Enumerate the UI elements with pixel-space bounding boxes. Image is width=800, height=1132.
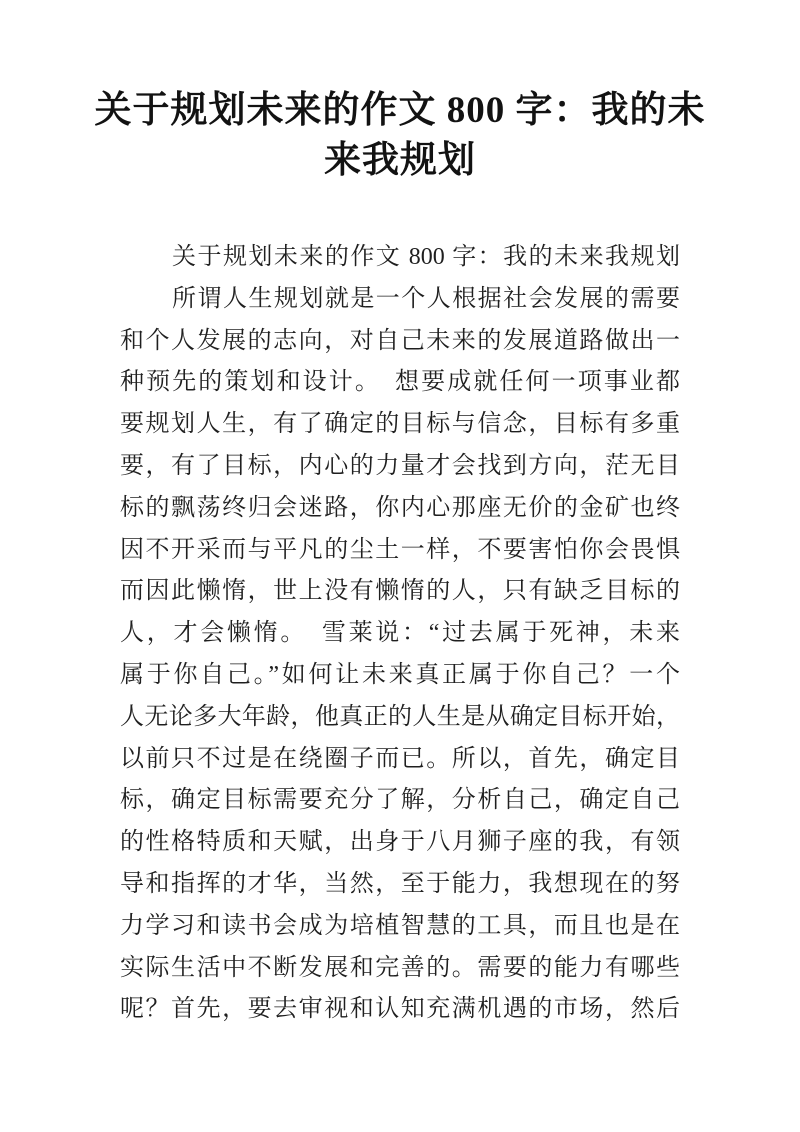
body-line: 人，才会懒惰。 雪莱说：“过去属于死神，未来 bbox=[120, 620, 680, 647]
body-line: 实际生活中不断发展和完善的。需要的能力有哪些 bbox=[120, 954, 680, 981]
body-line: 力学习和读书会成为培植智慧的工具，而且也是在 bbox=[120, 912, 680, 939]
body-line: 导和指挥的才华，当然，至于能力，我想现在的努 bbox=[120, 870, 680, 897]
document-title bbox=[60, 86, 740, 186]
body-line: 因不开采而与平凡的尘土一样，不要害怕你会畏惧 bbox=[120, 536, 680, 563]
body-line: 标的飘荡终归会迷路，你内心那座无价的金矿也终 bbox=[120, 494, 680, 521]
body-line: 种预先的策划和设计。 想要成就任何一项事业都 bbox=[120, 369, 680, 396]
body-line: 以前只不过是在绕圈子而已。所以，首先，确定目 bbox=[120, 745, 680, 772]
body-line: 要规划人生，有了确定的目标与信念，目标有多重 bbox=[120, 411, 680, 438]
body-line: 呢？首先，要去审视和认知充满机遇的市场，然后 bbox=[120, 996, 680, 1023]
title-line-1: 关于规划未来的作文 800 字：我的未 bbox=[94, 90, 706, 131]
title-line-2: 来我规划 bbox=[324, 140, 476, 181]
document-body bbox=[120, 237, 680, 1031]
body-line: 属于你自己。”如何让未来真正属于你自己？一个 bbox=[120, 661, 680, 688]
body-line: 人无论多大年龄，他真正的人生是从确定目标开始， bbox=[120, 703, 680, 730]
body-line: 的性格特质和天赋，出身于八月狮子座的我，有领 bbox=[120, 829, 680, 856]
body-line: 关于规划未来的作文 800 字：我的未来我规划 bbox=[172, 244, 680, 270]
body-line: 而因此懒惰，世上没有懒惰的人，只有缺乏目标的 bbox=[120, 578, 680, 605]
body-line: 要，有了目标，内心的力量才会找到方向，茫无目 bbox=[120, 452, 680, 479]
body-line: 和个人发展的志向，对自己未来的发展道路做出一 bbox=[120, 327, 680, 354]
body-line: 标，确定目标需要充分了解，分析自己，确定自己 bbox=[120, 787, 680, 814]
body-line: 所谓人生规划就是一个人根据社会发展的需要 bbox=[172, 285, 680, 312]
